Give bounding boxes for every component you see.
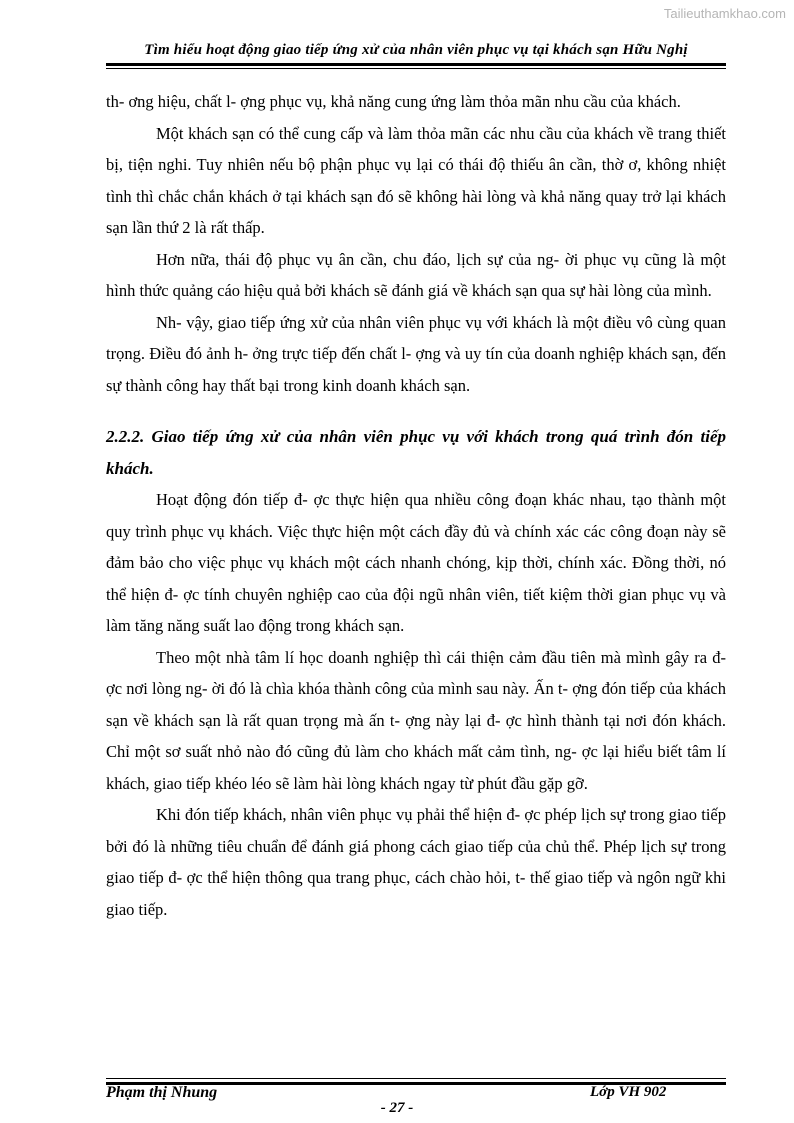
watermark: Tailieuthamkhao.com	[663, 6, 786, 21]
running-header: Tìm hiểu hoạt động giao tiếp ứng xử của nhân viên phục vụ tại khách sạn Hữu Nghị	[144, 42, 688, 58]
footer-class: Lớp VH 902	[590, 1084, 667, 1100]
paragraph: Hoạt động đón tiếp đ- ợc thực hiện qua nhiều công đoạn khác nhau, tạo thành một quy trình phục vụ khách. Việc thực hiện một cách đầy đủ và chính xác các công đoạn này sẽ đảm bảo cho việc phục vụ khách một cách nhanh chóng, kịp thời, chính xác. Đồng thời, nó thể hiện đ- ợc tính chuyên nghiệp cao của đội ngũ nhân viên, tiết kiệm thời gian phục vụ và làm tăng năng suất lao động trong khách sạn.	[106, 490, 726, 635]
paragraph: Khi đón tiếp khách, nhân viên phục vụ phải thể hiện đ- ợc phép lịch sự trong giao tiếp bởi đó là những tiêu chuẩn để đánh giá phong cách giao tiếp của chủ thể. Phép lịch sự trong giao tiếp đ- ợc thể hiện thông qua trang phục, cách chào hỏi, t- thế giao tiếp và ngôn ngữ khi giao tiếp.	[106, 805, 726, 919]
footer-rule-thin	[106, 1078, 726, 1079]
page-body	[106, 86, 726, 925]
paragraph: Nh- vậy, giao tiếp ứng xử của nhân viên phục vụ với khách là một điều vô cùng quan trọng. Điều đó ảnh h- ởng trực tiếp đến chất l- ợng và uy tín của doanh nghiệp khách sạn, đến sự thành công hay thất bại trong kinh doanh khách sạn.	[106, 312, 726, 395]
section-heading: 2.2.2. Giao tiếp ứng xử của nhân viên phục vụ với khách trong quá trình đón tiếp khách.	[106, 427, 726, 478]
header-rule-thin	[106, 68, 726, 69]
paragraph: Theo một nhà tâm lí học doanh nghiệp thì cái thiện cảm đầu tiên mà mình gây ra đ- ợc nơi lòng ng- ời đó là chìa khóa thành công của mình sau này. Ấn t- ợng đón tiếp của khách sạn về khách sạn là rất quan trọng mà ấn t- ợng này lại đ- ợc hình thành tại nơi đón khách. Chỉ một sơ suất nhỏ nào đó cũng đủ làm cho khách mất cảm tình, ng- ợc lại hiểu biết tâm lí khách, giao tiếp khéo léo sẽ làm hài lòng khách ngay từ phút đầu gặp gỡ.	[106, 647, 726, 793]
footer-author: Phạm thị Nhung	[106, 1084, 218, 1101]
page-number: - 27 -	[380, 1100, 414, 1116]
header-rule-thick	[106, 63, 726, 66]
paragraph: Hơn nữa, thái độ phục vụ ân cần, chu đáo, lịch sự của ng- ời phục vụ cũng là một hình thức quảng cáo hiệu quả bởi khách sẽ đánh giá về khách sạn qua sự hài lòng của mình.	[106, 249, 726, 300]
paragraph: Một khách sạn có thể cung cấp và làm thỏa mãn các nhu cầu của khách về trang thiết bị, tiện nghi. Tuy nhiên nếu bộ phận phục vụ lại có thái độ thiếu ân cần, thờ ơ, không nhiệt tình thì chắc chắn khách ở tại khách sạn đó sẽ không hài lòng và khả năng quay trở lại khách sạn lần thứ 2 là rất thấp.	[106, 123, 726, 237]
paragraph: th- ơng hiệu, chất l- ợng phục vụ, khả năng cung ứng làm thỏa mãn nhu cầu của khách.	[106, 92, 681, 111]
